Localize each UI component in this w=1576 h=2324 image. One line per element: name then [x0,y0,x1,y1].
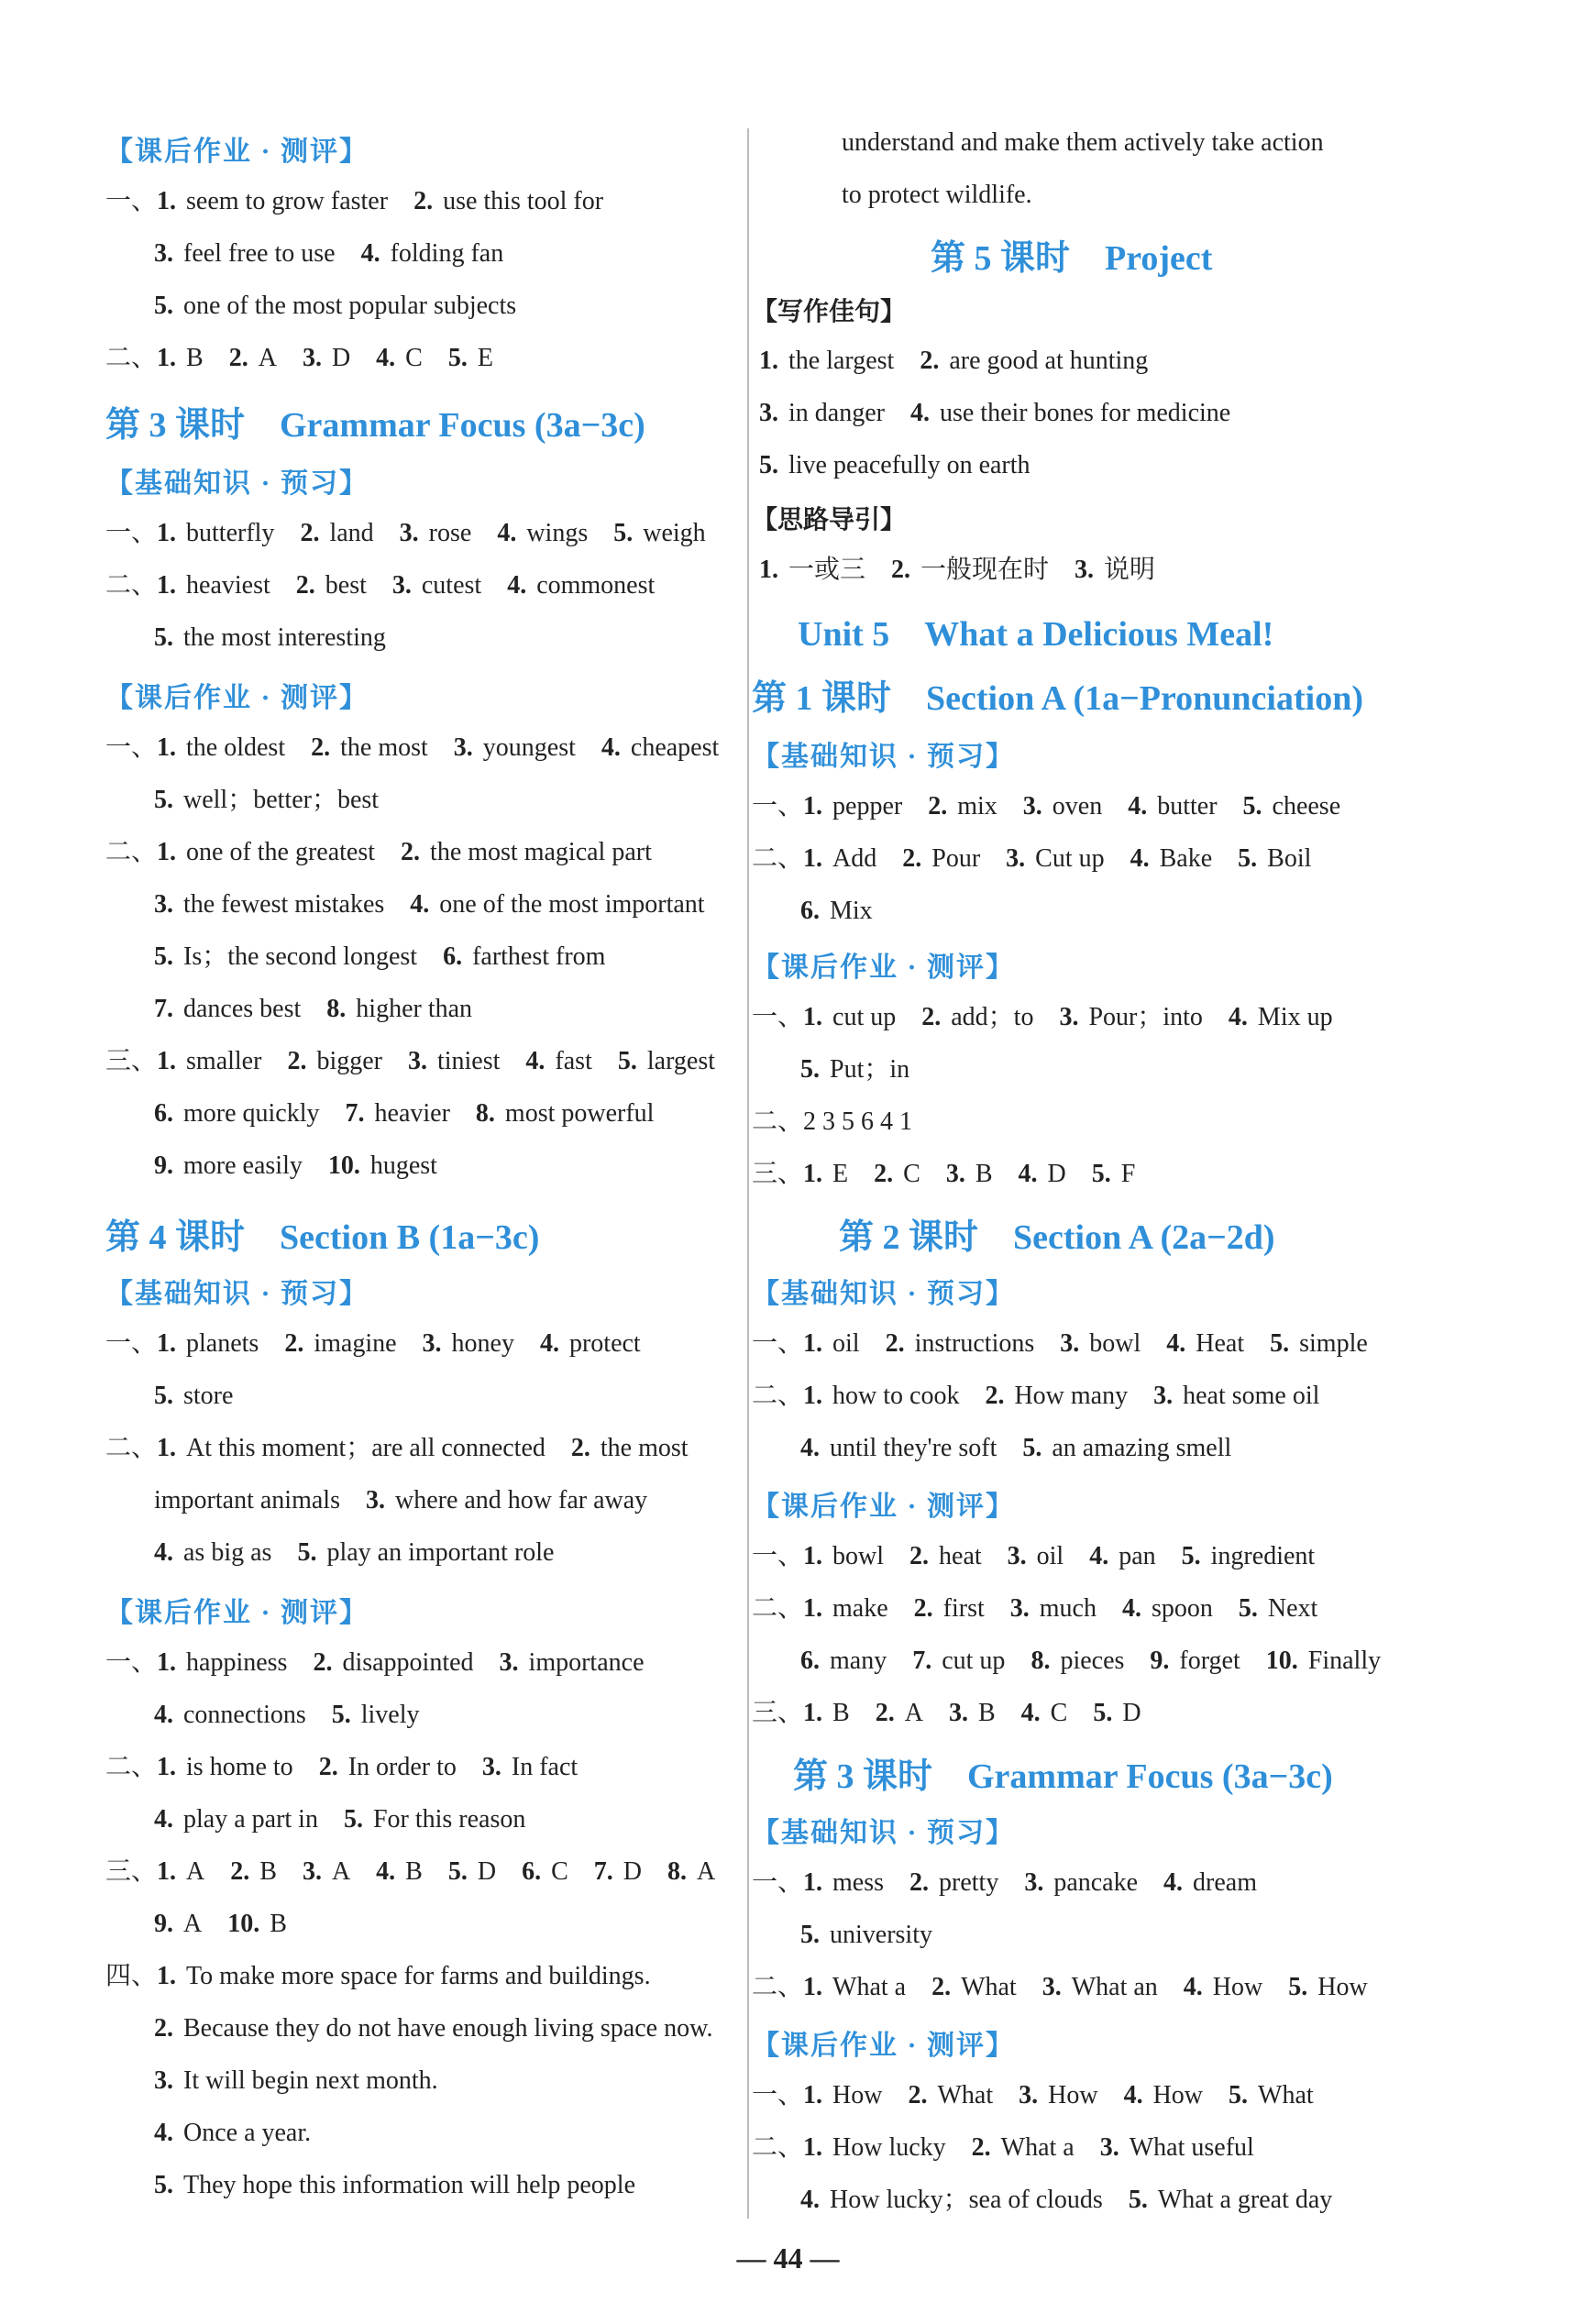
section-badge: 【课后作业 · 测评】 [105,683,369,713]
answer-line [752,447,1030,484]
answer-item: 4. dream [1163,1868,1258,1897]
answer-item: 7. D [593,1857,643,1886]
answer-line [752,552,1155,589]
question-section-marker: 一、 [752,2081,804,2109]
question-section-marker: 三、 [105,1047,158,1075]
answer-item: 1. is home to [157,1753,293,1781]
question-section-marker: 一、 [105,519,158,547]
answer-item: 6. many [800,1647,887,1675]
answer-item: 3. bowl [1060,1329,1141,1358]
question-section-marker: 二、 [105,344,158,372]
question-section-marker: 四、 [105,1962,158,1990]
answer-item: 5. For this reason [343,1805,526,1834]
answer-item: 4. commonest [507,571,656,600]
answer-item: 2. land [300,519,374,547]
answer-line [105,1482,647,1519]
answer-line [105,1148,437,1184]
answer-item: 5. the most interesting [154,623,386,652]
question-section-marker: 二、 [752,2133,804,2162]
section-badge: 【基础知识 · 预习】 [752,742,1016,772]
answer-item: 3. feel free to use [154,239,336,268]
answer-item: 2. the most [311,733,428,762]
question-section-marker: 二、 [105,1434,158,1462]
answer-line [105,2167,635,2204]
answer-item: 1. make [803,1594,888,1623]
answer-item: 1. smaller [157,1047,262,1075]
answer-item: 4. Once a year. [154,2119,312,2147]
answer-line [105,515,706,552]
answer-line [752,177,1032,214]
answer-item: 3. oil [1007,1542,1064,1570]
answer-line [752,395,1230,432]
answer-line [752,2077,1314,2114]
answer-item: 4. as big as [154,1538,272,1567]
answer-line [105,1697,420,1734]
answer-item: 5. What [1229,2081,1314,2109]
answer-item: 8. most powerful [475,1099,655,1128]
answer-item: 2. use this tool for [413,187,604,215]
answer-item: 5. D [1093,1699,1141,1727]
answer-item: 4. one of the most important [410,890,705,919]
answer-item: 2. B [230,1857,277,1886]
answer-item: 4. B [376,1857,423,1886]
answer-line [752,2130,1254,2166]
lesson-heading: 第 3 课时 Grammar Focus (3a−3c) [793,1757,1333,1796]
answer-line [752,2182,1332,2219]
question-section-marker: 三、 [752,1699,804,1727]
answer-item: 8. pieces [1030,1647,1125,1675]
answer-line [105,1535,554,1571]
answer-item: 7. cut up [912,1647,1006,1675]
answer-line [752,1538,1315,1575]
answer-item: 1. seem to grow faster [157,187,389,215]
question-section-marker: 一、 [105,187,158,215]
answer-item: 5. well；better；best [154,786,380,814]
answer-line [752,1052,909,1088]
answer-item: 1. At this moment；are all connected [157,1434,546,1462]
answer-item: 3. D [302,344,351,372]
answer-item: 3. honey [422,1329,514,1358]
answer-item: 1. the oldest [157,733,286,762]
answer-item: 3. Pour；into [1059,1003,1203,1031]
answer-item: 3. How [1019,2081,1098,2109]
answer-line [105,834,652,871]
answer-item: 1. 一或三 [759,556,866,584]
answer-item: 1. A [157,1857,205,1886]
section-badge: 【课后作业 · 测评】 [752,953,1016,983]
answer-item: 3. the fewest mistakes [154,890,385,919]
answer-line [752,1695,1141,1732]
answer-item: 1. pepper [803,792,903,821]
answer-line [105,2010,712,2047]
answer-item: 2. imagine [284,1329,397,1358]
answer-line [752,788,1340,825]
answer-line [105,183,603,220]
answer-item: 3. tiniest [407,1047,501,1075]
answer-item: 3. What an [1041,1973,1158,2001]
lesson-heading: 第 5 课时 Project [931,239,1213,278]
answer-item: 2. 一般现在时 [891,556,1050,584]
answer-item: 5. ingredient [1181,1542,1316,1570]
lesson-heading: Unit 5 What a Delicious Meal! [798,615,1274,654]
answer-item: 5. cheese [1242,792,1341,821]
answer-item: 4. protect [539,1329,641,1358]
answer-line [105,1096,654,1132]
answer-item: 4. until they're soft [800,1434,997,1462]
answer-item: 5. Next [1238,1594,1318,1623]
answer-line [105,1326,641,1362]
answer-item: 4. Mix up [1228,1003,1333,1031]
answer-item: 4. fast [525,1047,592,1075]
answer-item: 4. spoon [1121,1594,1213,1623]
answer-line [105,991,472,1028]
question-section-marker: 二、 [752,1973,804,2001]
answer-item: 4. use their bones for medicine [909,399,1231,427]
answer-line [752,343,1148,380]
answer-item: 4. Heat [1166,1329,1245,1358]
answer-item: 1. how to cook [803,1382,960,1410]
answer-item: 1. the largest [759,347,895,375]
answer-item: 2. A [228,344,277,372]
answer-item: 1. cut up [803,1003,897,1031]
page-number: — 44 — [736,2241,840,2274]
answer-item: 2. What a [971,2133,1075,2162]
answer-item: 5. live peacefully on earth [759,451,1030,479]
answer-line [105,1958,651,1995]
question-section-marker: 一、 [752,1868,804,1897]
answer-item: 5. lively [331,1701,420,1729]
answer-line [105,887,705,923]
answer-item: 4. play a part in [154,1805,318,1834]
answer-item: 3. where and how far away [365,1486,648,1514]
answer-item: 6. Mix [800,897,873,925]
answer-item: 4. D [1018,1160,1066,1188]
answer-line [105,782,379,819]
section-badge: 【课后作业 · 测评】 [752,1492,1016,1522]
lesson-heading: 第 1 课时 Section A (1a−Pronunciation) [752,679,1363,718]
answer-line [105,288,516,325]
answer-line [752,1326,1368,1362]
answer-line [752,1591,1317,1627]
question-section-marker: 一、 [752,1542,804,1570]
question-section-marker: 一、 [752,792,804,821]
answer-item: 3. cutest [391,571,482,600]
answer-item: 10. Finally [1265,1647,1382,1675]
answer-item: 2 3 5 6 4 1 [803,1107,913,1136]
answer-item: 2. are good at hunting [920,347,1149,375]
answer-line [105,567,655,604]
answer-item: 5. They hope this information will help people [154,2171,636,2199]
answer-item: 3. much [1009,1594,1097,1623]
answer-item: 1. To make more space for farms and buildings. [157,1962,651,1990]
answer-line [752,1917,932,1954]
answer-item: 1. oil [803,1329,860,1358]
answer-item: 4. How lucky；sea of clouds [800,2186,1103,2214]
answer-line [105,236,503,272]
answer-item: 3. It will begin next month. [154,2066,438,2095]
answer-item: 2. Because they do not have enough living space now. [154,2014,713,2043]
answer-line [752,1643,1381,1680]
answer-item: 4. Bake [1130,844,1213,873]
answer-line [752,125,1324,161]
section-badge: 【课后作业 · 测评】 [105,137,369,167]
answer-item: 4. cheapest [601,733,720,762]
answer-item: 5. largest [617,1047,715,1075]
answer-line [752,1969,1368,2006]
answer-item: 1. happiness [157,1648,288,1677]
section-badge: 【基础知识 · 预习】 [105,1279,369,1309]
answer-item: 5. Put；in [800,1055,910,1084]
section-badge: 【基础知识 · 预习】 [105,468,369,499]
answer-item: 8. A [667,1857,716,1886]
answer-item: 2. In order to [318,1753,457,1781]
answer-item: 2. bigger [287,1047,382,1075]
answer-item: 1. Add [803,844,877,873]
answer-item: 1. B [157,344,204,372]
answer-item: 3. B [948,1699,996,1727]
answer-item: 2. C [874,1160,920,1188]
question-section-marker: 一、 [752,1003,804,1031]
question-section-marker: 一、 [752,1329,804,1358]
answer-item: 7. heavier [345,1099,450,1128]
answer-item: 6. farthest from [443,942,606,971]
answer-line [105,1749,578,1786]
answer-item: 9. forget [1150,1647,1240,1675]
answer-item: 4. How [1183,1973,1263,2001]
answer-line [105,1378,233,1415]
answer-item: 2. heat [909,1542,982,1570]
answer-item: 2. instructions [885,1329,1035,1358]
answer-line [752,893,873,930]
answer-item: 2. mix [928,792,997,821]
answer-line [752,1865,1257,1901]
answer-item: 7. dances best [154,995,302,1023]
answer-item: 2. the most magical part [401,838,652,866]
answer-item: 1. How lucky [803,2133,946,2162]
answer-line [105,340,493,377]
question-section-marker: 二、 [105,1753,158,1781]
answer-item: 4. wings [497,519,589,547]
answer-item: 1. bowl [803,1542,885,1570]
lesson-heading: 第 3 课时 Grammar Focus (3a−3c) [105,406,645,445]
answer-item: 3. oven [1022,792,1103,821]
answer-item: 3. rose [399,519,472,547]
answer-item: 3. importance [499,1648,645,1677]
answer-item: 2. What [931,1973,1017,2001]
answer-item: important animals [154,1486,340,1514]
answer-line [105,939,605,975]
answer-item: 2. A [875,1699,923,1727]
answer-item: 4. How [1123,2081,1204,2109]
subsection-tag: 【思路导引】 [752,506,907,534]
answer-item: 3. heat some oil [1153,1382,1320,1410]
question-section-marker: 二、 [752,1382,804,1410]
section-badge: 【课后作业 · 测评】 [105,1598,369,1628]
answer-item: 2. best [295,571,367,600]
answer-item: 5. How [1288,1973,1368,2001]
answer-item: 1. one of the greatest [157,838,376,866]
answer-item: 5. play an important role [297,1538,555,1567]
answer-item: 5. E [447,344,493,372]
answer-line [105,1801,525,1838]
answer-item: 3. youngest [453,733,576,762]
answer-item: 3. In fact [481,1753,579,1781]
answer-item: 6. C [522,1857,568,1886]
answer-item: 4. folding fan [360,239,504,268]
answer-item: 5. F [1091,1160,1136,1188]
lesson-heading: 第 2 课时 Section A (2a−2d) [839,1218,1275,1257]
answer-line [105,1430,689,1467]
section-badge: 【基础知识 · 预习】 [752,1279,1016,1309]
answer-item: 1. E [803,1160,849,1188]
answer-line [105,620,386,656]
answer-item: 1. planets [157,1329,259,1358]
answer-item: 1. butterfly [157,519,275,547]
answer-item: 8. higher than [326,995,473,1023]
answer-item: 4. pan [1089,1542,1156,1570]
answer-item: 10. hugest [327,1151,437,1180]
answer-line [752,1378,1319,1415]
question-section-marker: 二、 [752,1107,804,1136]
answer-item: 2. add；to [921,1003,1034,1031]
answer-item: 1. B [803,1699,850,1727]
answer-item: 2. pretty [909,1868,999,1897]
answer-item: 5. Is；the second longest [154,942,418,971]
answer-item: 10. B [227,1910,287,1938]
answer-item: 9. more easily [154,1151,303,1180]
answer-item: 3. B [945,1160,993,1188]
answer-line [752,841,1311,877]
answer-item: 9. A [154,1910,203,1938]
question-section-marker: 二、 [752,1594,804,1623]
lesson-heading: 第 4 课时 Section B (1a−3c) [105,1218,540,1257]
answer-item: to protect wildlife. [842,181,1032,209]
answer-item: 1. What a [803,1973,907,2001]
answer-item: understand and make them actively take action [842,128,1324,157]
answer-line [752,999,1333,1036]
question-section-marker: 二、 [105,571,158,600]
answer-item: 4. connections [154,1701,306,1729]
question-section-marker: 一、 [105,1648,158,1677]
answer-item: 2. disappointed [313,1648,474,1677]
answer-item: 3. 说明 [1075,556,1156,584]
answer-line [752,1430,1231,1467]
question-section-marker: 三、 [752,1160,804,1188]
answer-item: 3. Cut up [1006,844,1105,873]
question-section-marker: 二、 [105,838,158,866]
answer-item: 3. pancake [1024,1868,1139,1897]
answer-line [105,1854,715,1890]
answer-item: 2. first [913,1594,985,1623]
subsection-tag: 【写作佳句】 [752,298,907,326]
answer-line [752,1156,1135,1193]
answer-item: 2. the most [570,1434,689,1462]
answer-item: 2. What [908,2081,994,2109]
answer-item: 5. university [800,1921,932,1949]
section-badge: 【基础知识 · 预习】 [752,1818,1016,1848]
answer-line [105,730,719,766]
answer-item: 5. Boil [1238,844,1312,873]
answer-line [105,2115,311,2152]
answer-item: 3. What useful [1099,2133,1254,2162]
answer-item: 5. D [447,1857,497,1886]
answer-item: 5. one of the most popular subjects [154,292,517,320]
answer-line [752,1104,912,1140]
column-divider [747,128,749,2219]
answer-item: 1. mess [803,1868,885,1897]
question-section-marker: 一、 [105,733,158,762]
answer-line [105,1645,645,1681]
answer-item: 4. C [376,344,423,372]
answer-item: 1. How [803,2081,883,2109]
answer-item: 5. weigh [613,519,706,547]
question-section-marker: 三、 [105,1857,158,1886]
answer-item: 3. in danger [759,399,885,427]
answer-item: 3. A [302,1857,351,1886]
answer-item: 6. more quickly [154,1099,320,1128]
answer-line [105,1043,715,1080]
answer-item: 4. C [1020,1699,1068,1727]
answer-item: 2. How many [985,1382,1129,1410]
answer-item: 5. simple [1270,1329,1368,1358]
answer-item: 1. heaviest [157,571,270,600]
answer-item: 4. butter [1128,792,1218,821]
question-section-marker: 二、 [752,844,804,873]
answer-item: 2. Pour [902,844,981,873]
section-badge: 【课后作业 · 测评】 [752,2031,1016,2061]
answer-item: 5. an amazing smell [1022,1434,1232,1462]
question-section-marker: 一、 [105,1329,158,1358]
answer-line [105,2063,438,2099]
answer-item: 5. store [154,1382,234,1410]
answer-item: 5. What a great day [1128,2186,1333,2214]
answer-line [105,1906,287,1943]
